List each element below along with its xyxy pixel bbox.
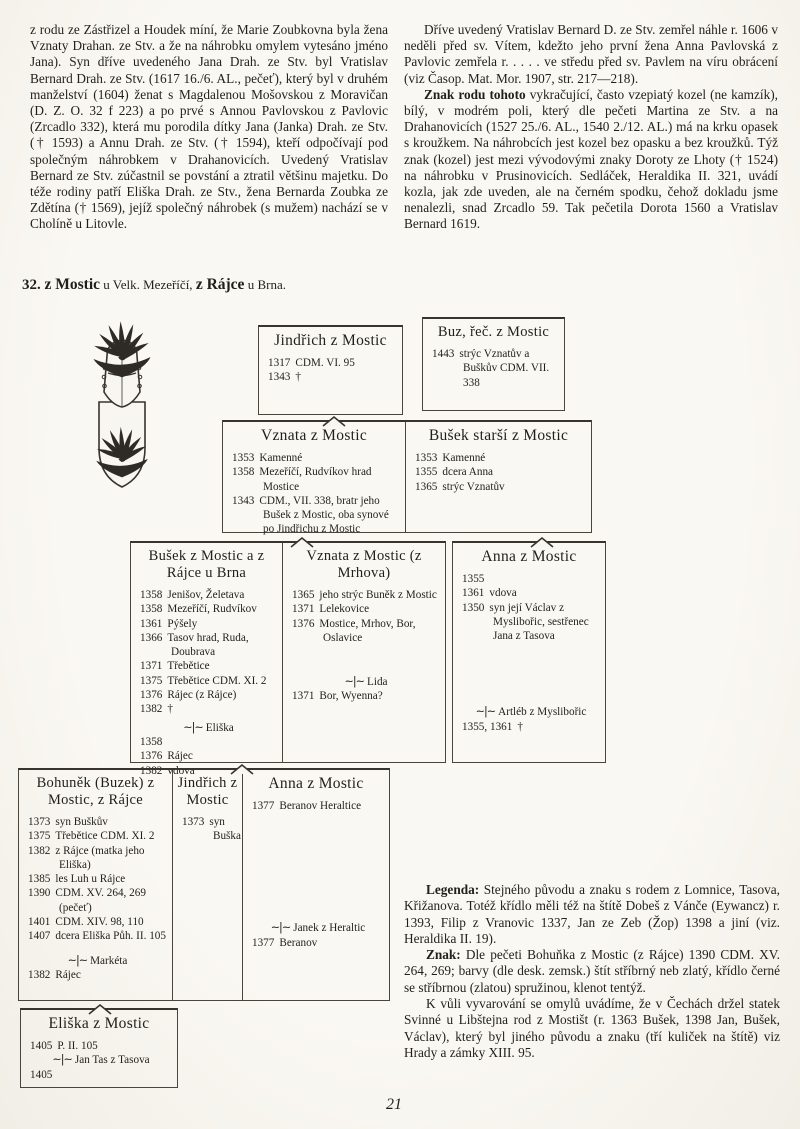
genealogy-entry: 1390 CDM. XV. 264, 269 (pečeť) (28, 887, 146, 914)
genealogy-entry: 1405 P. II. 105 (30, 1040, 98, 1052)
tree-box-jindrich-1317 (258, 325, 403, 415)
person-name: Buz, řeč. z Mostic (437, 324, 550, 340)
genealogy-entry: 1343 CDM., VII. 338, bratr jeho Bušek z Mostic, oba synové po Jindřichu z Mostic (232, 494, 389, 536)
coat-of-arms-illustration (72, 318, 172, 508)
tree-cell-busek-starsi (405, 422, 591, 532)
genealogy-entry: 1358 Jenišov, Želetava (140, 589, 245, 601)
connector-brace (231, 764, 253, 774)
genealogy-entry: ~|~ Jan Tas z Tasova (52, 1053, 150, 1067)
legend-paragraph-1 (404, 882, 780, 947)
tree-cell-vznata-1353 (223, 422, 405, 536)
genealogy-entry: 1371 Bor, Wyenna? (292, 690, 383, 703)
genealogy-entry: 1358 Mezeříčí, Rudvíkov hrad Mostice (232, 466, 372, 493)
tree-cell-anna-1377 (242, 770, 389, 1000)
connector-brace (323, 416, 345, 426)
person-name: Bohuněk (Buzek) z Mostic, z Rájce (36, 775, 155, 808)
page-number: 21 (386, 1096, 402, 1113)
paragraph-lead: Znak rodu tohoto (424, 86, 526, 102)
entry-list (173, 814, 242, 847)
text-column-left (30, 22, 388, 233)
genealogy-entry: 1407 dcera Eliška Půh. II. 105 (28, 930, 166, 943)
tree-cell-jindrich-1373 (172, 770, 242, 1000)
genealogy-entry: 1405 (30, 1068, 53, 1081)
heading-tail: u Brna. (244, 277, 286, 292)
legend-paragraph-2 (404, 947, 780, 996)
legend-lead: Legenda: (426, 882, 480, 897)
genealogy-entry: ~|~ Lida (344, 675, 388, 689)
text-column-right (404, 22, 778, 233)
genealogy-entry: 1376 Rájec (z Rájce) (140, 689, 237, 702)
genealogy-entry: 1361 vdova (462, 587, 517, 600)
person-name: Anna z Mostic (268, 775, 364, 792)
genealogy-entry: 1358 Mezeříčí, Rudvíkov (140, 603, 257, 616)
genealogy-entry: 1401 CDM. XIV. 98, 110 (28, 916, 144, 929)
genealogy-entry: 1353 Kamenné (232, 452, 303, 464)
genealogy-entry: 1373 syn Buška (181, 816, 241, 843)
family-name-mostic: z Mostic (44, 276, 101, 293)
znak-rest: Dle pečeti Bohuňka z Mostic (z Rájce) 1390 CDM. XV. 264, 269; barvy (dle desk. zemsk.) štít stříbrný neb zlatý, křídlo černé se stříbrnou (zlatou) spružinou, klenot tentýž. (404, 947, 780, 995)
genealogy-entry: 1317 CDM. VI. 95 (268, 357, 355, 369)
entry-list (423, 346, 564, 393)
entry-list (406, 450, 591, 497)
genealogy-entry: 1365 strýc Vznatův (415, 480, 505, 493)
connector-brace (291, 537, 313, 547)
genealogy-entry: 1365 jeho strýc Buněk z Mostic (292, 589, 437, 601)
paragraph-left: z rodu ze Zástřizel a Houdek míní, že Marie Zoubkovna byla žena Vznaty Drahan. ze Stv. a že na náhrobku omylem vytesáno jméno Jana). Syn dříve uvedeného Jana Drah. ze Stv. byl Vratislav Bernard Drah. ze Stv. (1617 16./6. AL., pečeť), který byl v druhém manželství (1604) ženat s Magdalenou Mošovskou z Moravičan (D. Z. O. 32 f 223) a po prvé s Annou Pavlovskou z Pavlovic (Zrcadlo 332), která mu porodila dítky Jana (Janka) Drah. ze Stv. († 1593) a Annu Drah. ze Stv. († 1594), kteří odpočívají pod společným náhrobkem v Drahanovicích. Uvedený Vratislav Bernard ze Stv. zúčastnil se povstání a ztratil většinu majetku. Do téže rodiny patří Eliška Drah. ze Stv., žena Bernarda Zoubka ze Zdětína († 1569), jejíž společný náhrobek (s mužem) nachází se v Cholíně u Litovle. (30, 22, 388, 232)
tree-box-anna-1355 (452, 541, 606, 763)
tree-box-buz (422, 317, 565, 411)
genealogy-entry: 1371 Třebětice (140, 660, 210, 673)
genealogy-entry: ~|~ Janek z Heraltic (270, 921, 366, 935)
connector-brace (89, 1004, 111, 1014)
tree-box-row2 (222, 420, 592, 536)
entry-list (19, 814, 172, 985)
person-name: Vznata z Mostic (z Mrhova) (306, 548, 422, 581)
person-name: Jindřich z Mostic (177, 775, 238, 808)
genealogy-entry: 1382 vdova (140, 764, 195, 777)
family-name-rajce: z Rájce (195, 276, 245, 293)
person-name: Eliška z Mostic (48, 1015, 150, 1032)
genealogy-entry: 1366 Tasov hrad, Ruda, Doubrava (140, 631, 249, 659)
genealogy-entry: 1443 strýc Vznatův a Buškův CDM. VII. 338 (432, 348, 550, 389)
tree-box-eliska (20, 1008, 178, 1088)
person-name: Jindřich z Mostic (274, 332, 387, 349)
genealogy-entry: 1385 les Luh u Rájce (28, 873, 126, 886)
genealogy-entry: 1361 Pýšely (140, 617, 198, 630)
legend-paragraph-3: K vůli vyvarování se omylů uvádíme, že v Čechách držel statek Svinné u Libštejna rod z Mostišt (r. 1363 Bušek, 1398 Jan, Bušek, Václav), který byl jiného původu a znaku (tří kuliček na štítě) viz Hrady a zámky XIII. 95. (404, 996, 780, 1060)
legend-block (404, 882, 780, 1061)
genealogy-entry: 1376 Mostice, Mrhov, Bor, Oslavice (292, 617, 416, 644)
genealogy-entry: 1373 syn Buškův (28, 816, 108, 828)
person-name: Bušek starší z Mostic (428, 427, 569, 444)
entry-list (131, 587, 282, 781)
entry-list (259, 355, 402, 388)
genealogy-entry: 1377 Beranov Heraltice (251, 800, 362, 812)
tree-box-row3 (130, 541, 446, 777)
genealogy-entry: 1382 † (140, 703, 173, 716)
legend-rest: Stejného původu a znaku s rodem z Lomnice, Tasova, Křižanova. Totéž křídlo měli též na štítě Dobeš z Vánče (Eywancz) r. 1393, Filip z Vranovic 1337, Jan ze Zeb (Žop) 1398 a jiní (viz. Heraldika II. 19). (404, 882, 780, 946)
genealogy-entry: 1355 dcera Anna (415, 466, 494, 479)
heading-mid: u Velk. Mezeříčí, (100, 277, 196, 292)
genealogy-entry: 1375 Třebětice CDM. XI. 2 (28, 830, 155, 843)
entry-list (21, 1038, 177, 1085)
znak-lead: Znak: (426, 947, 461, 963)
person-name: Anna z Mostic (481, 548, 577, 565)
paragraph-right-1: Dříve uvedený Vratislav Bernard D. ze Stv. zemřel náhle r. 1606 v neděli před sv. Vítem, kdežto jeho první žena Anna Pavlovská z Pavlovic zemřela r. . . . . ve středu před sv. Pavlem na víru obrácení (viz Časop. Mat. Mor. 1907, str. 217—218). (404, 22, 778, 86)
genealogy-entry: 1382 Rájec (28, 968, 81, 981)
genealogy-entry: 1343 † (268, 371, 301, 384)
genealogy-entry: 1377 Beranov (251, 936, 318, 949)
section-number: 32. (22, 277, 45, 293)
paragraph-right-2 (404, 87, 778, 233)
tree-cell-busek-rajce (131, 543, 282, 777)
genealogy-entry: ~|~ Markéta (67, 953, 128, 967)
genealogy-entry: 1375 Třebětice CDM. XI. 2 (140, 674, 267, 687)
genealogy-entry: 1382 z Rájce (matka jeho Eliška) (28, 844, 145, 871)
genealogy-entry: 1353 Kamenné (415, 452, 486, 464)
genealogy-entry: 1376 Rájec (140, 750, 193, 763)
section-heading (22, 276, 286, 294)
genealogy-entry: 1350 syn její Václav z Myslibořic, sestřenec Jana z Tasova (462, 601, 589, 643)
genealogy-entry: ~|~ Eliška (183, 720, 234, 734)
person-name: Bušek z Mostic a z Rájce u Brna (148, 548, 265, 581)
entry-list (243, 798, 389, 953)
entry-list (223, 450, 405, 540)
genealogy-entry: ~|~ Artléb z Myslibořic (475, 705, 587, 719)
genealogy-entry: 1371 Lelekovice (292, 603, 370, 616)
entry-list (283, 587, 445, 707)
entry-list (453, 571, 605, 737)
tree-cell-bohunek (19, 770, 172, 1000)
genealogy-entry: 1355, 1361 † (462, 720, 523, 733)
tree-cell-vznata-mrhov (282, 543, 445, 762)
genealogy-entry: 1355 (462, 573, 485, 585)
connector-brace (531, 537, 553, 547)
tree-box-row4 (18, 768, 390, 1001)
paragraph-rest: vykračující, často vzepiatý kozel (ne kamzík), bílý, v modrém poli, který dle pečeti Martina ze Stv. a na Drahanovicích (1527 25./6. AL., 1540 2./12. AL.) má na krku opasek s kroužkem. Na náhrobcích jest kozel bez opasku a bez kroužků. Týž znak (kozel) jest mezi vývodovými znaky Doroty ze Lhoty († 1524) na náhrobku v Prusinovicích. Sedláček, Heraldika II. 321, uvádí kozla, jak zde uveden, ale na černém spodku, čehož dokladu jsme nenalezli, snad Zrcadlo 59. Tak pečetila Dorota 1560 a Vratislav Bernard 1619. (404, 86, 778, 232)
genealogy-entry: 1358 (140, 735, 163, 748)
person-name: Vznata z Mostic (260, 427, 368, 444)
